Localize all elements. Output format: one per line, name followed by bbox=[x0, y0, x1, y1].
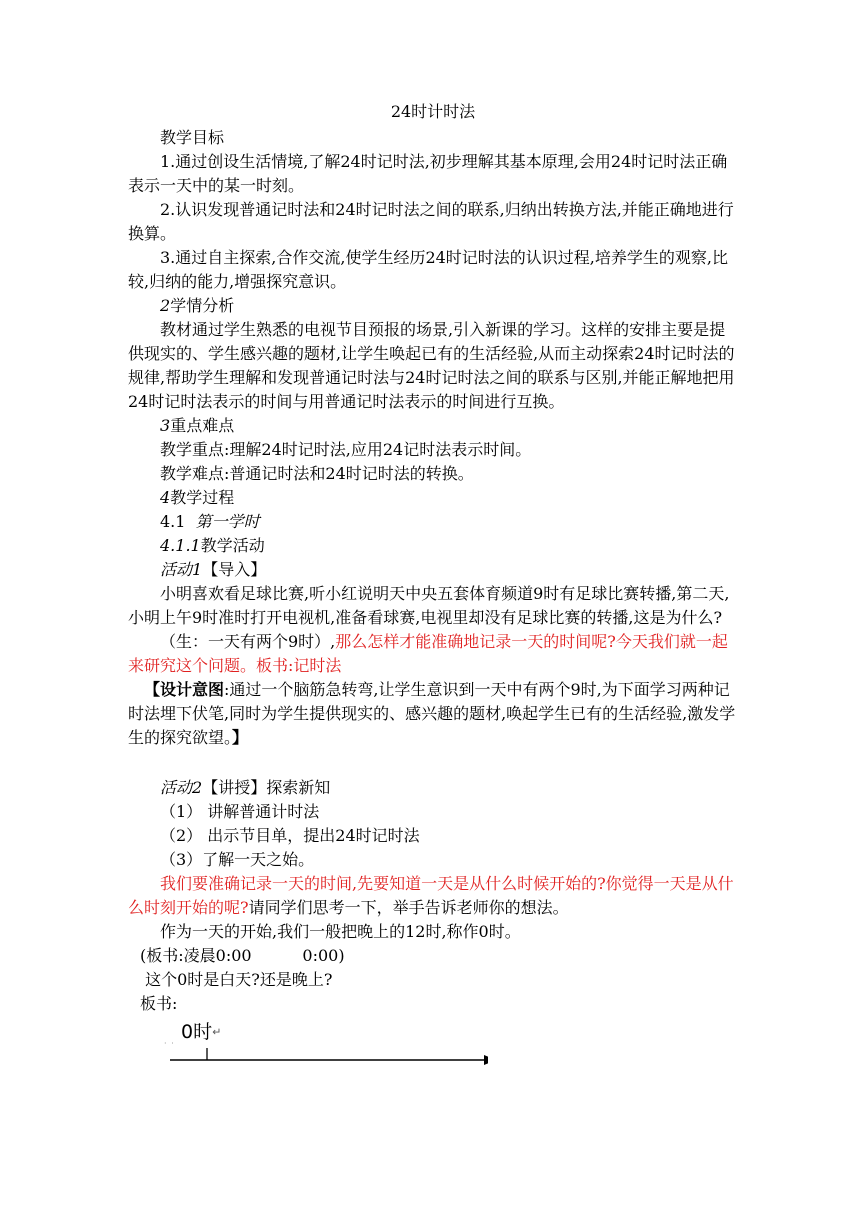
subsubsection-number: 4.1.1 bbox=[160, 536, 201, 555]
section-heading-goals: 教学目标 bbox=[160, 128, 225, 147]
subsection-number: 4.1 bbox=[160, 512, 186, 531]
design-intent bbox=[128, 678, 738, 750]
subsubsection-heading bbox=[128, 534, 738, 558]
timeline-diagram bbox=[128, 1020, 488, 1070]
lesson-content bbox=[128, 100, 738, 1070]
section-heading-process bbox=[128, 486, 738, 510]
activity-label: 活动2 bbox=[160, 778, 203, 797]
goal-item: 3.通过自主探索,合作交流,使学生经历24时记时法的认识过程,培养学生的观察,比较,归纳的能力,增强探究意识。 bbox=[128, 248, 728, 291]
arrow-head-icon bbox=[484, 1055, 488, 1065]
board-label: 板书: bbox=[140, 994, 178, 1013]
key-point: 教学重点:理解24时记时法,应用24记时法表示时间。 bbox=[160, 440, 532, 459]
subsubsection-title: 教学活动 bbox=[200, 536, 265, 555]
section-heading-text: 重点难点 bbox=[170, 416, 235, 435]
design-intent-body: :通过一个脑筋急转弯,让学生意识到一天中有两个9时,为下面学习两种记时法埋下伏笔,同时为学生提供现实的、感兴趣的题材,唤起学生已有的生活经验,激发学生的探究欲望。 bbox=[128, 680, 736, 747]
timeline-svg bbox=[128, 1020, 488, 1070]
section-number: 4 bbox=[160, 488, 171, 507]
design-intent-end: 】 bbox=[232, 728, 249, 747]
red-question: 我们要准确记录一天的时间,先要知道一天是从什么时候开始的?你觉得一天是从什么时刻开始的呢? bbox=[128, 874, 734, 917]
activity-label: 活动1 bbox=[160, 560, 203, 579]
start-of-day-question bbox=[128, 872, 738, 920]
activity-tag: 【导入】 bbox=[202, 560, 267, 579]
activity-1-heading bbox=[128, 558, 738, 582]
board-note: (板书:凌晨0:00 0:00) bbox=[140, 946, 345, 965]
section-number: 2 bbox=[160, 296, 171, 315]
zero-label-text: 0时 bbox=[181, 1021, 213, 1043]
section-heading-text: 学情分析 bbox=[170, 296, 235, 315]
step-item: （1） 讲解普通计时法 bbox=[160, 802, 320, 821]
section-number: 3 bbox=[160, 416, 171, 435]
analysis-paragraph: 教材通过学生熟悉的电视节目预报的场景,引入新课的学习。这样的安排主要是提供现实的、学生感兴趣的题材,让学生唤起已有的生活经验,从而主动探索24时记时法的规律,帮助学生理解和发现普通记时法与24时记时法之间的联系与区别,并能正解地把用24时记时法表示的时间与用普通记时法表示的时间进行互换。 bbox=[128, 320, 735, 411]
goal-item: 2.认识发现普通记时法和24时记时法之间的联系,归纳出转换方法,并能正确地进行换算。 bbox=[128, 200, 734, 243]
anchor-dots: · · bbox=[164, 1039, 175, 1048]
question-tail: 请同学们思考一下，举手告诉老师你的想法。 bbox=[248, 898, 569, 917]
step-item: （3）了解一天之始。 bbox=[160, 850, 315, 869]
spacer bbox=[128, 750, 738, 776]
start-of-day-statement: 作为一天的开始,我们一般把晚上的12时,称作0时。 bbox=[160, 922, 521, 941]
activity-1-discussion bbox=[128, 630, 738, 678]
goal-item: 1.通过创设生活情境,了解24时记时法,初步理解其基本原理,会用24时记时法正确表示一天中的某一时刻。 bbox=[128, 152, 728, 195]
return-mark-icon: ↵ bbox=[212, 1025, 222, 1039]
subsection-heading bbox=[128, 510, 738, 534]
step-item: （2） 出示节目单，提出24时记时法 bbox=[160, 826, 420, 845]
day-night-question: 这个0时是白天?还是晚上? bbox=[140, 970, 333, 989]
activity-title: 探索新知 bbox=[266, 778, 331, 797]
section-heading-text: 教学过程 bbox=[170, 488, 235, 507]
page-title: 24时计时法 bbox=[390, 102, 476, 121]
subsection-title: 第一学时 bbox=[195, 512, 260, 531]
student-answer: （生：一天有两个9时）, bbox=[160, 632, 336, 651]
difficulty-point: 教学难点:普通记时法和24时记时法的转换。 bbox=[160, 464, 474, 483]
design-intent-label: 【设计意图 bbox=[144, 680, 225, 699]
activity-2-heading bbox=[128, 776, 738, 800]
teacher-question-red: 那么怎样才能准确地记录一天的时间呢?今天我们就一起来研究这个问题。板书:记时法 bbox=[128, 632, 728, 675]
section-heading-key-points bbox=[128, 414, 738, 438]
section-heading-analysis bbox=[128, 294, 738, 318]
activity-tag: 【讲授】 bbox=[202, 778, 267, 797]
activity-1-story: 小明喜欢看足球比赛,听小红说明天中央五套体育频道9时有足球比赛转播,第二天,小明上午9时准时打开电视机,准备看球赛,电视里却没有足球比赛的转播,这是为什么? bbox=[128, 584, 730, 627]
